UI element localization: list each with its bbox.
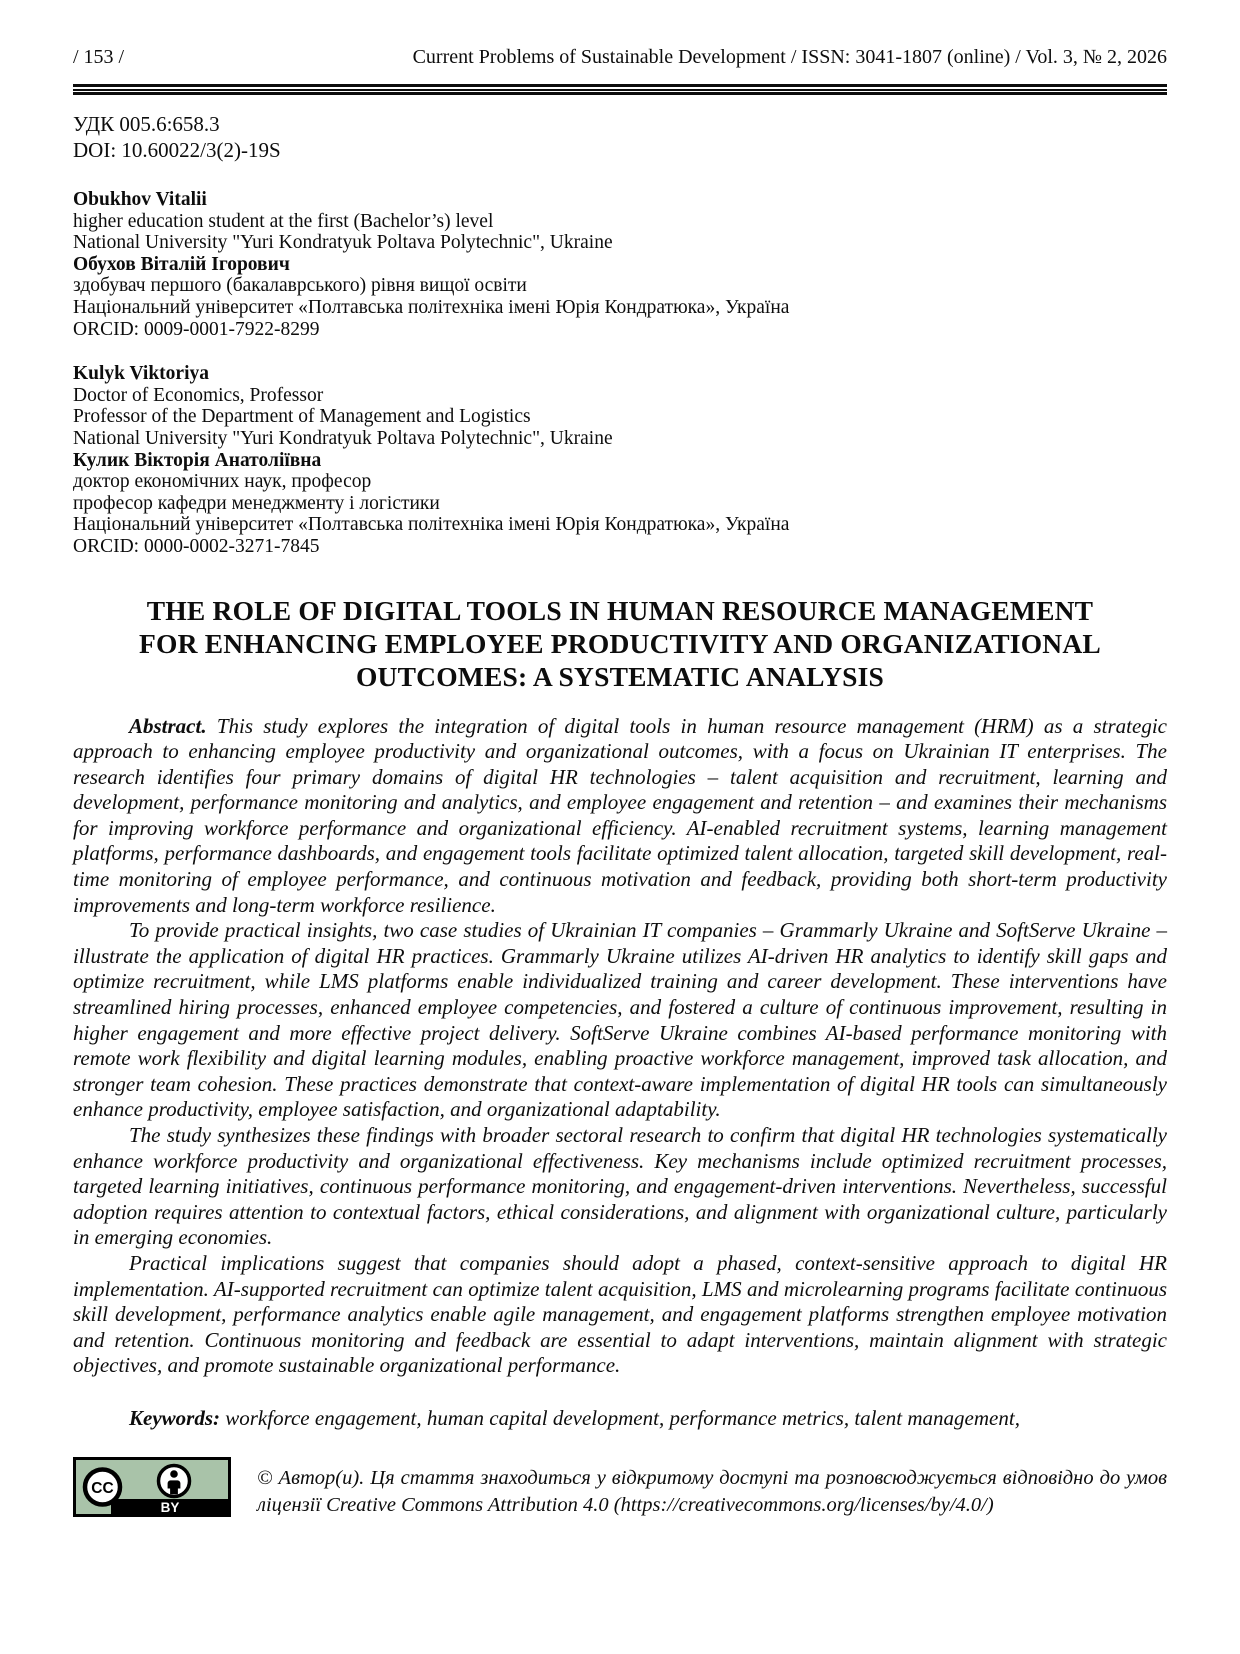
doi-code: DOI: 10.60022/3(2)-19S [73,138,281,162]
journal-header-line: Current Problems of Sustainable Development / ISSN: 3041-1807 (online) / Vol. 3, № 2, 2026 [412,46,1167,68]
author-position-en: higher education student at the first (Bachelor’s) level [73,210,494,232]
author-affiliation-uk: Національний університет «Полтавська політехніка імені Юрія Кондратюка», Україна [73,296,790,318]
cc-by-badge [73,1457,231,1517]
author-name-en: Kulyk Viktoriya [73,363,209,385]
author-orcid: ORCID: 0000-0002-3271-7845 [73,535,320,557]
abstract-paragraph: To provide practical insights, two case studies of Ukrainian IT companies – Grammarly Ukraine and SoftServe Ukraine – illustrate the application of digital HR practices. Grammarly Ukraine utilizes AI-driven HR analytics to identify skill gaps and optimize recruitment, while LMS platforms enable individualized training and career development. These interventions have streamlined hiring processes, enhanced employee competencies, and fostered a culture of continuous improvement, resulting in higher engagement and more effective project delivery. SoftServe Ukraine combines AI-based performance monitoring with remote work flexibility and digital learning modules, enabling proactive workforce management, improved task allocation, and stronger team cohesion. These practices demonstrate that context-aware implementation of digital HR tools can simultaneously enhance productivity, employee satisfaction, and organizational adaptability. [73,918,1167,1122]
author-degree-en: Doctor of Economics, Professor [73,384,324,406]
person-icon [159,1465,190,1496]
license-text: © Автор(и). Ця стаття знаходиться у відкритому доступі та розповсюджується відповідно до умов ліцензії Creative Commons Attribution 4.0 (https://creativecommons.org/licenses/by/4.0/) [257,1466,1167,1516]
author-position-uk: здобувач першого (бакалаврського) рівня вищої освіти [73,275,527,297]
license-footer [73,1457,1167,1519]
author-block-kulyk [73,363,1167,557]
abstract-paragraph: The study synthesizes these findings with broader sectoral research to confirm that digital HR technologies systematically enhance workforce productivity and organizational effectiveness. Key mechanisms include optimized recruitment processes, targeted learning initiatives, continuous performance monitoring, and engagement-driven interventions. Nevertheless, successful adoption requires attention to contextual factors, ethical considerations, and alignment with organizational culture, particularly in emerging economies. [73,1123,1167,1250]
cc-icon [85,1469,120,1504]
abstract-paragraph [73,714,1167,919]
keywords-label: Keywords: [129,1405,220,1430]
author-position-uk: професор кафедри менеджменту і логістики [73,492,440,514]
keywords-text: workforce engagement, human capital development, performance metrics, talent management, [225,1405,1020,1430]
author-name-uk: Кулик Вікторія Анатоліївна [73,449,322,471]
article-title [73,594,1167,693]
author-block-obukhov [73,189,1167,340]
article-title-line: OUTCOMES: A SYSTEMATIC ANALYSIS [355,660,885,692]
meta-block [73,111,1167,163]
abstract-paragraph: Practical implications suggest that companies should adopt a phased, context-sensitive approach to digital HR implementation. AI-supported recruitment can optimize talent acquisition, LMS and microlearning programs facilitate continuous skill development, performance analytics enable agile management, and engagement platforms strengthen employee motivation and retention. Continuous monitoring and feedback are essential to adapt interventions, maintain alignment with strategic objectives, and promote sustainable organizational performance. [73,1250,1167,1378]
abstract-section [73,714,1167,1379]
author-affiliation-en: National University "Yuri Kondratyuk Poltava Polytechnic", Ukraine [73,232,613,254]
keywords-line [73,1405,1167,1431]
author-degree-uk: доктор економічних наук, професор [73,471,372,493]
author-name-uk: Обухов Віталій Ігорович [73,253,290,275]
svg-text:CC: CC [91,1479,114,1497]
page-header [73,44,1167,70]
author-affiliation-uk: Національний університет «Полтавська політехніка імені Юрія Кондратюка», Україна [73,514,790,536]
article-title-line: FOR ENHANCING EMPLOYEE PRODUCTIVITY AND ORGANIZATIONAL [139,627,1101,659]
author-affiliation-en: National University "Yuri Kondratyuk Poltava Polytechnic", Ukraine [73,427,613,449]
author-orcid: ORCID: 0009-0001-7922-8299 [73,318,320,340]
article-title-line: THE ROLE OF DIGITAL TOOLS IN HUMAN RESOURCE MANAGEMENT [146,594,1094,626]
author-position-en: Professor of the Department of Management and Logistics [73,406,531,428]
by-label: BY [160,1499,180,1515]
udc-code: УДК 005.6:658.3 [73,112,220,136]
abstract-label: Abstract. [129,713,207,738]
abstract-text: This study explores the integration of digital tools in human resource management (HRM) as a strategic approach to enhancing employee productivity and organizational outcomes, with a focus on Ukrainian IT enterprises. The research identifies four primary domains of digital HR technologies – talent acquisition and recruitment, learning and development, performance monitoring and analytics, and employee engagement and retention – and examines their mechanisms for improving workforce performance and organizational efficiency. AI-enabled recruitment systems, learning management platforms, performance dashboards, and engagement tools facilitate optimized talent allocation, targeted skill development, real-time monitoring of employee performance, and continuous motivation and feedback, providing both short-term productivity improvements and long-term workforce resilience. [73,713,1167,917]
header-rule [73,84,1167,95]
page-number: / 153 / [73,46,125,68]
author-name-en: Obukhov Vitalii [73,189,207,210]
